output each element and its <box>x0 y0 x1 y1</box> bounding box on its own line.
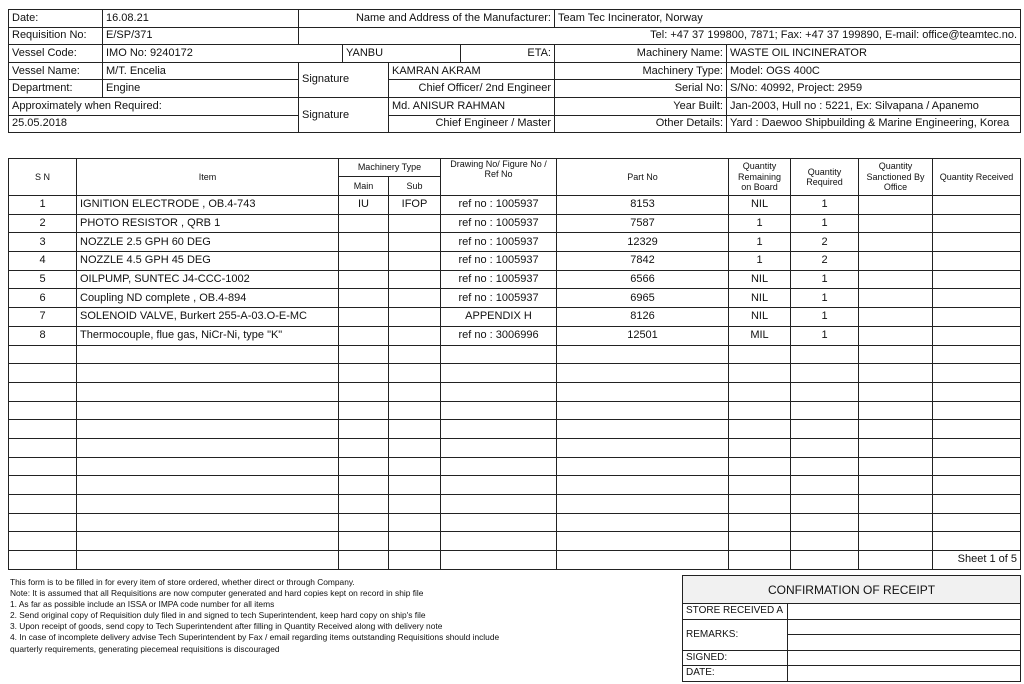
cell-ref <box>441 551 557 570</box>
cell-sanc <box>859 252 933 271</box>
cell-sub <box>389 420 441 439</box>
cell-sub: IFOP <box>389 196 441 215</box>
date-label: Date: <box>9 10 103 28</box>
cell-sn <box>9 513 77 532</box>
cell-rob: MIL <box>729 326 791 345</box>
cell-sn <box>9 438 77 457</box>
cell-rob <box>729 476 791 495</box>
cell-recv <box>933 420 1021 439</box>
eta-label: ETA: <box>461 45 555 63</box>
cell-item <box>77 513 339 532</box>
manufacturer-label: Name and Address of the Manufacturer: <box>299 10 555 28</box>
cell-item <box>77 364 339 383</box>
cell-ref <box>441 513 557 532</box>
cell-sub <box>389 289 441 308</box>
port: YANBU <box>343 45 461 63</box>
signed-field[interactable] <box>788 650 1021 666</box>
cell-req <box>791 495 859 514</box>
cell-sanc <box>859 420 933 439</box>
cell-rob: 1 <box>729 252 791 271</box>
col-qty-required-header: Quantity Required <box>791 159 859 196</box>
vessel-name-value: M/T. Encelia <box>103 62 299 80</box>
cell-ref: ref no : 1005937 <box>441 214 557 233</box>
cell-sn <box>9 476 77 495</box>
cell-sanc <box>859 401 933 420</box>
signature-label-1: Signature <box>299 62 389 97</box>
requisition-label: Requisition No: <box>9 27 103 45</box>
cell-recv <box>933 308 1021 327</box>
cell-rob <box>729 495 791 514</box>
cell-sn: 8 <box>9 326 77 345</box>
cell-sub <box>389 438 441 457</box>
col-part-no-header: Part No <box>557 159 729 196</box>
manufacturer-contact: Tel: +47 37 199800, 7871; Fax: +47 37 199890, E-mail: office@teamtec.no. <box>299 27 1021 45</box>
cell-sanc <box>859 289 933 308</box>
cell-sn: 3 <box>9 233 77 252</box>
cell-sub <box>389 308 441 327</box>
cell-req: 1 <box>791 196 859 215</box>
year-built-value: Jan-2003, Hull no : 5221, Ex: Silvapana / Apanemo <box>727 97 1021 115</box>
cell-req: 1 <box>791 214 859 233</box>
cell-sub <box>389 252 441 271</box>
table-row <box>9 364 1021 383</box>
cell-sn: 2 <box>9 214 77 233</box>
cell-ref <box>441 420 557 439</box>
cell-req: 1 <box>791 270 859 289</box>
cell-rob <box>729 382 791 401</box>
cell-recv <box>933 401 1021 420</box>
cell-main <box>339 495 389 514</box>
cell-part: 7587 <box>557 214 729 233</box>
date-field[interactable] <box>788 666 1021 682</box>
department-value: Engine <box>103 80 299 98</box>
cell-sub <box>389 457 441 476</box>
cell-sanc <box>859 532 933 551</box>
cell-recv <box>933 457 1021 476</box>
cell-sanc <box>859 551 933 570</box>
footer-line: quarterly requirements, generating piecemeal requisitions is discouraged <box>10 643 280 654</box>
cell-sn <box>9 382 77 401</box>
cell-recv <box>933 364 1021 383</box>
cell-sn <box>9 532 77 551</box>
cell-item <box>77 420 339 439</box>
cell-recv <box>933 345 1021 364</box>
department-label: Department: <box>9 80 103 98</box>
signed-label: SIGNED: <box>683 650 788 666</box>
cell-req <box>791 438 859 457</box>
cell-sub <box>389 476 441 495</box>
cell-req: 2 <box>791 252 859 271</box>
cell-sanc <box>859 196 933 215</box>
cell-part <box>557 438 729 457</box>
cell-req <box>791 420 859 439</box>
cell-recv <box>933 476 1021 495</box>
cell-req <box>791 382 859 401</box>
cell-rob <box>729 438 791 457</box>
cell-item <box>77 457 339 476</box>
table-row <box>9 420 1021 439</box>
cell-recv <box>933 513 1021 532</box>
cell-sanc <box>859 438 933 457</box>
cell-req <box>791 551 859 570</box>
cell-part <box>557 495 729 514</box>
cell-sanc <box>859 233 933 252</box>
col-sn-header: S N <box>9 159 77 196</box>
cell-ref <box>441 495 557 514</box>
cell-sanc <box>859 364 933 383</box>
table-row <box>9 233 1021 252</box>
cell-recv <box>933 382 1021 401</box>
cell-ref: APPENDIX H <box>441 308 557 327</box>
table-row <box>9 326 1021 345</box>
cell-part <box>557 513 729 532</box>
manufacturer-value: Team Tec Incinerator, Norway <box>555 10 1021 28</box>
cell-main <box>339 551 389 570</box>
cell-main <box>339 476 389 495</box>
cell-main <box>339 270 389 289</box>
cell-part <box>557 476 729 495</box>
signer2-name: Md. ANISUR RAHMAN <box>389 97 555 115</box>
cell-recv <box>933 196 1021 215</box>
cell-req <box>791 476 859 495</box>
cell-recv <box>933 270 1021 289</box>
cell-rob <box>729 551 791 570</box>
cell-main: IU <box>339 196 389 215</box>
table-row <box>9 270 1021 289</box>
table-row <box>9 382 1021 401</box>
col-qty-received-header: Quantity Received <box>933 159 1021 196</box>
cell-ref: ref no : 1005937 <box>441 233 557 252</box>
cell-main <box>339 457 389 476</box>
col-qty-remaining-header: Quantity Remaining on Board <box>729 159 791 196</box>
cell-sanc <box>859 326 933 345</box>
cell-part: 12329 <box>557 233 729 252</box>
table-row <box>9 438 1021 457</box>
cell-part <box>557 364 729 383</box>
cell-item <box>77 532 339 551</box>
cell-sub <box>389 364 441 383</box>
table-row <box>9 196 1021 215</box>
cell-req <box>791 401 859 420</box>
cell-rob <box>729 401 791 420</box>
table-row <box>9 308 1021 327</box>
cell-recv <box>933 233 1021 252</box>
cell-ref: ref no : 1005937 <box>441 252 557 271</box>
cell-item: NOZZLE 4.5 GPH 45 DEG <box>77 252 339 271</box>
cell-sanc <box>859 345 933 364</box>
table-row <box>9 532 1021 551</box>
cell-sanc <box>859 495 933 514</box>
cell-req <box>791 457 859 476</box>
cell-part <box>557 532 729 551</box>
cell-sanc <box>859 513 933 532</box>
cell-req <box>791 513 859 532</box>
confirmation-table <box>682 575 1021 682</box>
cell-recv <box>933 252 1021 271</box>
serial-label: Serial No: <box>555 80 727 98</box>
cell-item: Coupling ND complete , OB.4-894 <box>77 289 339 308</box>
table-row <box>9 214 1021 233</box>
cell-main <box>339 214 389 233</box>
cell-sn <box>9 420 77 439</box>
cell-ref <box>441 476 557 495</box>
cell-ref <box>441 401 557 420</box>
table-row <box>9 495 1021 514</box>
cell-part: 6566 <box>557 270 729 289</box>
cell-sn: 5 <box>9 270 77 289</box>
cell-req <box>791 345 859 364</box>
cell-sanc <box>859 476 933 495</box>
cell-sn <box>9 401 77 420</box>
cell-sn <box>9 495 77 514</box>
cell-rob <box>729 420 791 439</box>
machinery-type-value: Model: OGS 400C <box>727 62 1021 80</box>
cell-part: 6965 <box>557 289 729 308</box>
cell-item <box>77 495 339 514</box>
cell-part <box>557 382 729 401</box>
cell-sub <box>389 326 441 345</box>
cell-rob: 1 <box>729 214 791 233</box>
cell-main <box>339 420 389 439</box>
table-row <box>9 345 1021 364</box>
table-row <box>9 289 1021 308</box>
cell-sub <box>389 233 441 252</box>
cell-recv <box>933 532 1021 551</box>
cell-sn <box>9 457 77 476</box>
signer1-name: KAMRAN AKRAM <box>389 62 555 80</box>
cell-sub <box>389 513 441 532</box>
footer-line: 2. Send original copy of Requisition duly filed in and signed to tech Superintendent, keep hard copy on ship's file <box>10 610 426 621</box>
cell-main <box>339 308 389 327</box>
sheet-indicator: Sheet 1 of 5 <box>933 551 1021 570</box>
cell-ref: ref no : 1005937 <box>441 289 557 308</box>
confirmation-title: CONFIRMATION OF RECEIPT <box>683 576 1021 604</box>
cell-ref <box>441 345 557 364</box>
cell-rob: NIL <box>729 196 791 215</box>
remarks-field[interactable] <box>788 619 1021 635</box>
table-row <box>9 551 1021 570</box>
serial-value: S/No: 40992, Project: 2959 <box>727 80 1021 98</box>
cell-req: 1 <box>791 289 859 308</box>
cell-part <box>557 457 729 476</box>
cell-sn: 7 <box>9 308 77 327</box>
col-main-header: Main <box>339 177 389 196</box>
cell-item: SOLENOID VALVE, Burkert 255-A-03.O-E-MC <box>77 308 339 327</box>
cell-sanc <box>859 308 933 327</box>
cell-rob: NIL <box>729 289 791 308</box>
cell-ref: ref no : 3006996 <box>441 326 557 345</box>
footer-line: 4. In case of incomplete delivery advise Tech Superintendent by Fax / email regarding items outstanding Requisitions should include <box>10 632 500 643</box>
cell-rob <box>729 364 791 383</box>
cell-req: 2 <box>791 233 859 252</box>
cell-item: NOZZLE 2.5 GPH 60 DEG <box>77 233 339 252</box>
cell-main <box>339 382 389 401</box>
table-row <box>9 457 1021 476</box>
cell-main <box>339 289 389 308</box>
cell-part <box>557 345 729 364</box>
signature-label-2: Signature <box>299 97 389 132</box>
cell-sanc <box>859 382 933 401</box>
signer1-title: Chief Officer/ 2nd Engineer <box>389 80 555 98</box>
cell-main <box>339 401 389 420</box>
items-table <box>8 158 1021 570</box>
cell-req: 1 <box>791 308 859 327</box>
cell-sanc <box>859 214 933 233</box>
cell-sub <box>389 345 441 364</box>
cell-sanc <box>859 270 933 289</box>
cell-main <box>339 532 389 551</box>
footer-line: This form is to be filled in for every item of store ordered, whether direct or through Company. <box>10 577 355 587</box>
col-drawing-header: Drawing No/ Figure No / Ref No <box>441 159 557 196</box>
cell-main <box>339 252 389 271</box>
cell-recv <box>933 214 1021 233</box>
table-row <box>9 476 1021 495</box>
required-when-value: 25.05.2018 <box>9 115 299 133</box>
footer-line: 1. As far as possible include an ISSA or IMPA code number for all items <box>10 599 275 610</box>
date-label-receipt: DATE: <box>683 666 788 682</box>
cell-sub <box>389 551 441 570</box>
cell-ref <box>441 532 557 551</box>
cell-item: PHOTO RESISTOR , QRB 1 <box>77 214 339 233</box>
cell-sub <box>389 532 441 551</box>
cell-sn: 1 <box>9 196 77 215</box>
cell-main <box>339 513 389 532</box>
cell-item <box>77 345 339 364</box>
cell-part <box>557 420 729 439</box>
cell-main <box>339 345 389 364</box>
cell-part: 8126 <box>557 308 729 327</box>
cell-rob <box>729 345 791 364</box>
cell-ref <box>441 438 557 457</box>
table-row <box>9 401 1021 420</box>
col-item-header: Item <box>77 159 339 196</box>
vessel-code-value: IMO No: 9240172 <box>103 45 343 63</box>
cell-item <box>77 476 339 495</box>
cell-ref <box>441 364 557 383</box>
cell-sn <box>9 551 77 570</box>
vessel-code-label: Vessel Code: <box>9 45 103 63</box>
required-when-label: Approximately when Required: <box>9 97 299 115</box>
cell-rob <box>729 513 791 532</box>
cell-rob: 1 <box>729 233 791 252</box>
cell-item: IGNITION ELECTRODE , OB.4-743 <box>77 196 339 215</box>
other-details-value: Yard : Daewoo Shipbuilding & Marine Engineering, Korea <box>727 115 1021 133</box>
cell-part: 8153 <box>557 196 729 215</box>
cell-rob: NIL <box>729 270 791 289</box>
col-qty-sanctioned-header: Quantity Sanctioned By Office <box>859 159 933 196</box>
cell-part: 12501 <box>557 326 729 345</box>
cell-recv <box>933 438 1021 457</box>
cell-rob <box>729 457 791 476</box>
machinery-name-label: Machinery Name: <box>555 45 727 63</box>
cell-item <box>77 382 339 401</box>
signer2-title: Chief Engineer / Master <box>389 115 555 133</box>
cell-ref: ref no : 1005937 <box>441 270 557 289</box>
machinery-name-value: WASTE OIL INCINERATOR <box>727 45 1021 63</box>
cell-main <box>339 233 389 252</box>
cell-sub <box>389 270 441 289</box>
table-row <box>9 513 1021 532</box>
cell-sn: 6 <box>9 289 77 308</box>
cell-ref: ref no : 1005937 <box>441 196 557 215</box>
cell-item <box>77 551 339 570</box>
cell-rob: NIL <box>729 308 791 327</box>
cell-rob <box>729 532 791 551</box>
col-machinery-type-header: Machinery Type <box>339 159 441 177</box>
cell-req <box>791 364 859 383</box>
remarks-field-2[interactable] <box>788 635 1021 651</box>
cell-part <box>557 401 729 420</box>
col-sub-header: Sub <box>389 177 441 196</box>
cell-sub <box>389 495 441 514</box>
cell-item <box>77 401 339 420</box>
footer-line: 3. Upon receipt of goods, send copy to Tech Superintendent after filling in Quantity Received along with delivery note <box>10 621 443 632</box>
cell-recv <box>933 495 1021 514</box>
store-received-label: STORE RECEIVED A <box>683 604 788 620</box>
cell-item: Thermocouple, flue gas, NiCr-Ni, type "K" <box>77 326 339 345</box>
requisition-value: E/SP/371 <box>103 27 299 45</box>
cell-sn: 4 <box>9 252 77 271</box>
remarks-label: REMARKS: <box>683 619 788 650</box>
cell-main <box>339 326 389 345</box>
cell-item <box>77 438 339 457</box>
table-row <box>9 252 1021 271</box>
cell-recv <box>933 326 1021 345</box>
cell-part: 7842 <box>557 252 729 271</box>
cell-sanc <box>859 457 933 476</box>
cell-sn <box>9 364 77 383</box>
cell-part <box>557 551 729 570</box>
cell-req <box>791 532 859 551</box>
cell-sn <box>9 345 77 364</box>
machinery-type-label: Machinery Type: <box>555 62 727 80</box>
date-value: 16.08.21 <box>103 10 299 28</box>
footer-line: Note: It is assumed that all Requisitions are now computer generated and hard copies kept on record in ship file <box>10 588 424 599</box>
vessel-name-label: Vessel Name: <box>9 62 103 80</box>
cell-ref <box>441 457 557 476</box>
cell-main <box>339 438 389 457</box>
cell-req: 1 <box>791 326 859 345</box>
cell-recv <box>933 289 1021 308</box>
cell-ref <box>441 382 557 401</box>
cell-sub <box>389 214 441 233</box>
cell-sub <box>389 382 441 401</box>
cell-sub <box>389 401 441 420</box>
header-table <box>8 9 1021 133</box>
cell-main <box>339 364 389 383</box>
store-received-field[interactable] <box>788 604 1021 620</box>
footer-notes <box>10 577 682 655</box>
year-built-label: Year Built: <box>555 97 727 115</box>
cell-item: OILPUMP, SUNTEC J4-CCC-1002 <box>77 270 339 289</box>
other-details-label: Other Details: <box>555 115 727 133</box>
